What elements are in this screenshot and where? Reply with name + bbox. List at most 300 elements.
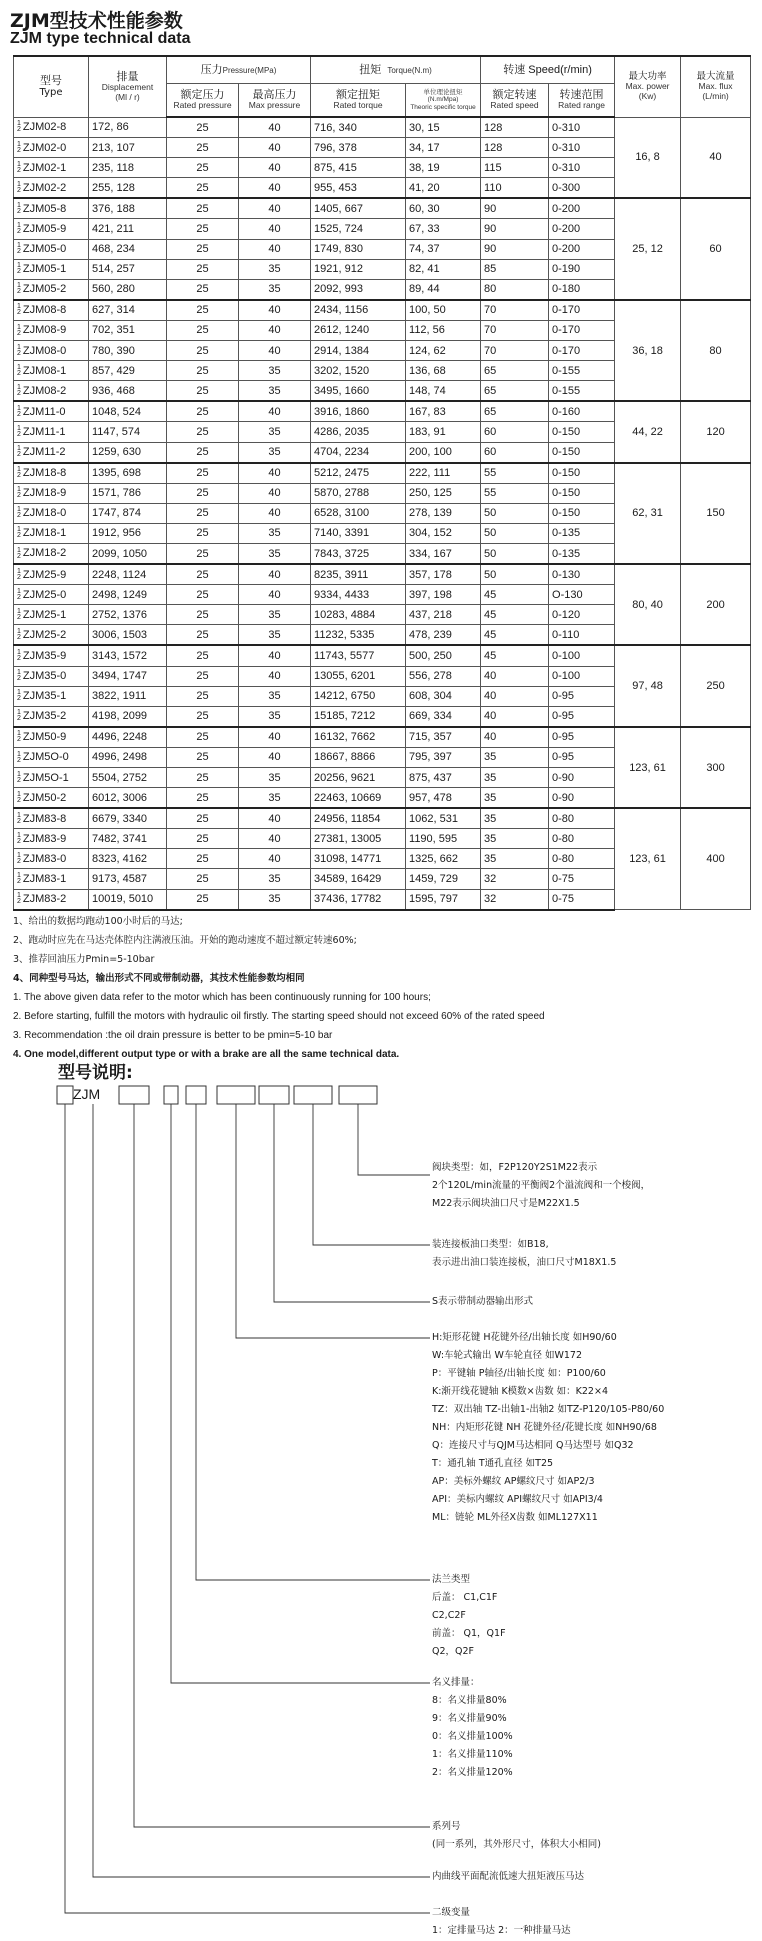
cell-max-flux: 150 [681, 463, 751, 564]
cell-speed-range: 0-80 [549, 849, 615, 869]
cell-rated-speed: 35 [481, 808, 549, 829]
fraction-prefix: 1 2 [17, 303, 21, 317]
cell-speed-range: 0-300 [549, 178, 615, 199]
cell-speed-range: 0-160 [549, 401, 615, 422]
cell-displacement: 6012, 3006 [89, 788, 167, 809]
fraction-prefix: 1 2 [17, 730, 21, 744]
cell-rated-pressure: 25 [167, 483, 239, 503]
cell-max-pressure: 40 [239, 117, 311, 138]
cell-specific-torque: 334, 167 [406, 543, 481, 564]
cell-max-pressure: 40 [239, 849, 311, 869]
cell-max-pressure: 40 [239, 666, 311, 686]
legend-item [432, 1904, 571, 1940]
header-max-pressure: 最高压力 Max pressure [239, 84, 311, 118]
note-en-3: 3. Recommendation :the oil drain pressure is better to be pmin=5-10 bar [13, 1030, 333, 1041]
cell-max-pressure: 40 [239, 239, 311, 259]
cell-max-pressure: 40 [239, 808, 311, 829]
cell-specific-torque: 556, 278 [406, 666, 481, 686]
cell-specific-torque: 957, 478 [406, 788, 481, 809]
cell-specific-torque: 397, 198 [406, 585, 481, 605]
cell-rated-torque: 1405, 667 [311, 198, 406, 219]
legend-title: 型号说明: [58, 1063, 133, 1083]
legend-line: 二级变量 [432, 1907, 471, 1918]
cell-rated-torque: 20256, 9621 [311, 768, 406, 788]
legend-line: 2个120L/min流量的平衡阀2个溢流阀和一个梭阀， [432, 1180, 651, 1191]
cell-max-pressure: 40 [239, 178, 311, 199]
cell-rated-speed: 90 [481, 219, 549, 239]
cell-max-pressure: 40 [239, 585, 311, 605]
legend-item [432, 1868, 584, 1886]
cell-speed-range: 0-130 [549, 564, 615, 585]
legend-line: Q：连接尺寸与QJM马达相同 Q马达型号 如Q32 [432, 1440, 634, 1451]
cell-displacement: 702, 351 [89, 320, 167, 340]
cell-max-pressure: 35 [239, 706, 311, 727]
cell-specific-torque: 89, 44 [406, 279, 481, 300]
cell-speed-range: 0-155 [549, 381, 615, 402]
cell-displacement: 8323, 4162 [89, 849, 167, 869]
code-box-3 [164, 1086, 178, 1104]
cell-specific-torque: 478, 239 [406, 625, 481, 646]
fraction-prefix: 1 2 [17, 750, 21, 764]
cell-rated-torque: 4704, 2234 [311, 442, 406, 463]
leader-plate [313, 1104, 430, 1245]
fraction-prefix: 1 2 [17, 506, 21, 520]
cell-rated-torque: 1921, 912 [311, 259, 406, 279]
legend-line: 后盖： C1,C1F [432, 1592, 498, 1603]
cell-rated-pressure: 25 [167, 300, 239, 321]
cell-rated-torque: 22463, 10669 [311, 788, 406, 809]
legend-item [432, 1818, 601, 1854]
cell-speed-range: 0-150 [549, 422, 615, 442]
cell-specific-torque: 34, 17 [406, 138, 481, 158]
cell-speed-range: 0-150 [549, 483, 615, 503]
cell-rated-torque: 14212, 6750 [311, 686, 406, 706]
header-rated-pressure: 额定压力 Rated pressure [167, 84, 239, 118]
cell-max-pressure: 40 [239, 483, 311, 503]
code-box-4 [186, 1086, 206, 1104]
legend-line: 内曲线平面配流低速大扭矩液压马达 [432, 1871, 585, 1882]
cell-model: 1 2 ZJM25-0 [14, 585, 89, 605]
cell-max-pressure: 40 [239, 747, 311, 767]
cell-rated-speed: 80 [481, 279, 549, 300]
cell-max-pressure: 40 [239, 300, 311, 321]
cell-displacement: 1912, 956 [89, 523, 167, 543]
legend-line: NH：内矩形花键 NH 花键外径/花键长度 如NH90/68 [432, 1422, 657, 1433]
cell-displacement: 780, 390 [89, 341, 167, 361]
cell-speed-range: 0-155 [549, 361, 615, 381]
cell-speed-range: 0-95 [549, 727, 615, 748]
cell-rated-speed: 32 [481, 889, 549, 910]
note-en-2: 2. Before starting, fulfill the motors with hydraulic oil firstly. The starting speed should not exceed 60% of the rated speed [13, 1011, 545, 1022]
legend-line: Q2，Q2F [432, 1646, 475, 1657]
header-speed-range: 转速范围 Rated range [549, 84, 615, 118]
legend-line: 0：名义排量100% [432, 1731, 513, 1742]
cell-model: 1 2 ZJM08-2 [14, 381, 89, 402]
cell-max-power: 62, 31 [615, 463, 681, 564]
cell-rated-torque: 1749, 830 [311, 239, 406, 259]
cell-model: 1 2 ZJM08-8 [14, 300, 89, 321]
cell-rated-torque: 18667, 8866 [311, 747, 406, 767]
cell-max-pressure: 40 [239, 219, 311, 239]
cell-rated-speed: 65 [481, 381, 549, 402]
fraction-prefix: 1 2 [17, 567, 21, 581]
fraction-prefix: 1 2 [17, 709, 21, 723]
cell-model: 1 2 ZJM11-2 [14, 442, 89, 463]
cell-displacement: 1571, 786 [89, 483, 167, 503]
cell-specific-torque: 1459, 729 [406, 869, 481, 889]
cell-speed-range: 0-80 [549, 829, 615, 849]
cell-rated-pressure: 25 [167, 117, 239, 138]
cell-specific-torque: 100, 50 [406, 300, 481, 321]
cell-rated-pressure: 25 [167, 341, 239, 361]
cell-model: 1 2 ZJM25-2 [14, 625, 89, 646]
cell-rated-torque: 2914, 1384 [311, 341, 406, 361]
cell-rated-pressure: 25 [167, 422, 239, 442]
fraction-prefix: 1 2 [17, 445, 21, 459]
cell-rated-pressure: 25 [167, 463, 239, 484]
cell-displacement: 7482, 3741 [89, 829, 167, 849]
fraction-prefix: 1 2 [17, 222, 21, 236]
code-box-7 [294, 1086, 332, 1104]
cell-rated-torque: 3916, 1860 [311, 401, 406, 422]
fraction-prefix: 1 2 [17, 282, 21, 296]
cell-max-pressure: 35 [239, 889, 311, 910]
cell-rated-pressure: 25 [167, 158, 239, 178]
cell-specific-torque: 82, 41 [406, 259, 481, 279]
cell-specific-torque: 1325, 662 [406, 849, 481, 869]
legend-item [432, 1159, 650, 1213]
cell-rated-speed: 128 [481, 117, 549, 138]
leader-displacement [171, 1104, 430, 1683]
cell-rated-torque: 5212, 2475 [311, 463, 406, 484]
leader-valve [358, 1104, 430, 1175]
cell-rated-pressure: 25 [167, 219, 239, 239]
cell-rated-torque: 9334, 4433 [311, 585, 406, 605]
cell-speed-range: 0-170 [549, 300, 615, 321]
cell-rated-speed: 32 [481, 869, 549, 889]
legend-line: T：通孔轴 T通孔直径 如T25 [432, 1458, 554, 1469]
cell-model: 1 2 ZJM83-1 [14, 869, 89, 889]
cell-speed-range: 0-100 [549, 666, 615, 686]
model-prefix: ZJM [73, 1086, 101, 1102]
cell-rated-pressure: 25 [167, 889, 239, 910]
cell-rated-pressure: 25 [167, 808, 239, 829]
cell-max-pressure: 40 [239, 320, 311, 340]
cell-max-flux: 80 [681, 300, 751, 401]
cell-max-pressure: 35 [239, 279, 311, 300]
cell-displacement: 421, 211 [89, 219, 167, 239]
cell-speed-range: 0-95 [549, 747, 615, 767]
cell-max-pressure: 40 [239, 645, 311, 666]
cell-rated-speed: 55 [481, 463, 549, 484]
legend-line: S表示带制动器输出形式 [432, 1296, 534, 1307]
cell-rated-torque: 37436, 17782 [311, 889, 406, 910]
cell-specific-torque: 60, 30 [406, 198, 481, 219]
cell-rated-speed: 70 [481, 341, 549, 361]
cell-speed-range: 0-200 [549, 219, 615, 239]
cell-displacement: 3494, 1747 [89, 666, 167, 686]
cell-speed-range: 0-100 [549, 645, 615, 666]
cell-max-power: 25, 12 [615, 198, 681, 299]
cell-speed-range: 0-95 [549, 706, 615, 727]
cell-rated-pressure: 25 [167, 381, 239, 402]
cell-model: 1 2 ZJM5O-1 [14, 768, 89, 788]
cell-rated-torque: 3495, 1660 [311, 381, 406, 402]
cell-displacement: 213, 107 [89, 138, 167, 158]
cell-speed-range: O-130 [549, 585, 615, 605]
cell-rated-pressure: 25 [167, 564, 239, 585]
legend-line: 1：定排量马达 2：一种排量马达 [432, 1925, 571, 1936]
cell-displacement: 10019, 5010 [89, 889, 167, 910]
cell-specific-torque: 41, 20 [406, 178, 481, 199]
code-box-8 [339, 1086, 377, 1104]
cell-rated-speed: 35 [481, 849, 549, 869]
leader-variable [65, 1104, 430, 1913]
fraction-prefix: 1 2 [17, 627, 21, 641]
cell-specific-torque: 1190, 595 [406, 829, 481, 849]
cell-rated-torque: 15185, 7212 [311, 706, 406, 727]
legend-line: 系列号 [432, 1821, 461, 1832]
cell-rated-speed: 45 [481, 645, 549, 666]
cell-speed-range: 0-180 [549, 279, 615, 300]
cell-specific-torque: 715, 357 [406, 727, 481, 748]
cell-rated-speed: 65 [481, 401, 549, 422]
legend-line: ML：链轮 ML外径X齿数 如ML127X11 [432, 1512, 598, 1523]
cell-rated-pressure: 25 [167, 320, 239, 340]
cell-displacement: 3143, 1572 [89, 645, 167, 666]
cell-rated-speed: 50 [481, 564, 549, 585]
cell-max-power: 44, 22 [615, 401, 681, 462]
cell-specific-torque: 136, 68 [406, 361, 481, 381]
cell-specific-torque: 148, 74 [406, 381, 481, 402]
cell-max-flux: 200 [681, 564, 751, 645]
cell-rated-speed: 90 [481, 239, 549, 259]
cell-max-flux: 250 [681, 645, 751, 726]
cell-max-pressure: 40 [239, 401, 311, 422]
fraction-prefix: 1 2 [17, 404, 21, 418]
cell-displacement: 3006, 1503 [89, 625, 167, 646]
cell-rated-pressure: 25 [167, 585, 239, 605]
cell-rated-pressure: 25 [167, 605, 239, 625]
fraction-prefix: 1 2 [17, 546, 21, 560]
cell-speed-range: 0-150 [549, 463, 615, 484]
header-torque: 扭矩 Torque(N.m) [311, 56, 481, 84]
cell-rated-speed: 45 [481, 585, 549, 605]
note-cn-1: 1、给出的数据均跑动100小时后的马达; [13, 916, 183, 927]
header-flux: 最大流量 Max. flux (L/min) [681, 56, 751, 117]
cell-rated-pressure: 25 [167, 361, 239, 381]
cell-max-pressure: 35 [239, 625, 311, 646]
fraction-prefix: 1 2 [17, 160, 21, 174]
cell-rated-speed: 40 [481, 666, 549, 686]
cell-model: 1 2 ZJM05-2 [14, 279, 89, 300]
cell-model: 1 2 ZJM02-1 [14, 158, 89, 178]
cell-max-power: 36, 18 [615, 300, 681, 401]
cell-model: 1 2 ZJM18-2 [14, 543, 89, 564]
cell-displacement: 9173, 4587 [89, 869, 167, 889]
cell-rated-pressure: 25 [167, 747, 239, 767]
legend-line: H:矩形花键 H花键外径/出轴长度 如H90/60 [432, 1332, 617, 1343]
legend-line: C2,C2F [432, 1610, 466, 1621]
cell-model: 1 2 ZJM83-8 [14, 808, 89, 829]
cell-speed-range: 0-200 [549, 239, 615, 259]
legend-item [432, 1571, 506, 1661]
cell-max-flux: 120 [681, 401, 751, 462]
cell-displacement: 1259, 630 [89, 442, 167, 463]
cell-rated-speed: 65 [481, 361, 549, 381]
cell-rated-pressure: 25 [167, 686, 239, 706]
legend-line: API：美标内螺纹 API螺纹尺寸 如API3/4 [432, 1494, 603, 1505]
cell-model: 1 2 ZJM08-9 [14, 320, 89, 340]
cell-max-pressure: 35 [239, 361, 311, 381]
cell-rated-pressure: 25 [167, 401, 239, 422]
cell-max-flux: 400 [681, 808, 751, 909]
cell-max-pressure: 40 [239, 564, 311, 585]
legend-item [432, 1674, 513, 1782]
cell-rated-torque: 1525, 724 [311, 219, 406, 239]
cell-specific-torque: 500, 250 [406, 645, 481, 666]
cell-rated-pressure: 25 [167, 523, 239, 543]
cell-displacement: 1747, 874 [89, 503, 167, 523]
legend-line: W:车轮式输出 W车轮直径 如W172 [432, 1350, 582, 1361]
cell-rated-pressure: 25 [167, 503, 239, 523]
cell-speed-range: 0-135 [549, 523, 615, 543]
cell-model: 1 2 ZJM02-8 [14, 117, 89, 138]
cell-max-power: 16, 8 [615, 117, 681, 198]
cell-rated-speed: 110 [481, 178, 549, 199]
cell-specific-torque: 1062, 531 [406, 808, 481, 829]
cell-max-pressure: 40 [239, 727, 311, 748]
cell-rated-torque: 7140, 3391 [311, 523, 406, 543]
cell-displacement: 2752, 1376 [89, 605, 167, 625]
cell-rated-torque: 16132, 7662 [311, 727, 406, 748]
cell-speed-range: 0-135 [549, 543, 615, 564]
cell-speed-range: 0-170 [549, 341, 615, 361]
cell-rated-speed: 115 [481, 158, 549, 178]
cell-rated-speed: 85 [481, 259, 549, 279]
note-en-4: 4. One model,different output type or with a brake are all the same technical data. [13, 1049, 400, 1060]
cell-rated-speed: 50 [481, 543, 549, 564]
cell-rated-speed: 60 [481, 442, 549, 463]
cell-rated-torque: 3202, 1520 [311, 361, 406, 381]
cell-model: 1 2 ZJM08-0 [14, 341, 89, 361]
cell-model: 1 2 ZJM05-1 [14, 259, 89, 279]
note-en-1: 1. The above given data refer to the motor which has been continuously running for 100 hours; [13, 992, 431, 1003]
legend-line: K:渐开线花键轴 K模数×齿数 如：K22×4 [432, 1386, 608, 1397]
cell-speed-range: 0-110 [549, 625, 615, 646]
code-box-6 [259, 1086, 289, 1104]
cell-rated-torque: 2612, 1240 [311, 320, 406, 340]
fraction-prefix: 1 2 [17, 872, 21, 886]
cell-rated-speed: 45 [481, 605, 549, 625]
cell-displacement: 172, 86 [89, 117, 167, 138]
leader-motor [93, 1104, 430, 1877]
cell-max-pressure: 35 [239, 259, 311, 279]
cell-rated-torque: 10283, 4884 [311, 605, 406, 625]
cell-speed-range: 0-90 [549, 768, 615, 788]
cell-max-pressure: 40 [239, 829, 311, 849]
cell-model: 1 2 ZJM35-2 [14, 706, 89, 727]
cell-speed-range: 0-310 [549, 138, 615, 158]
cell-max-pressure: 40 [239, 341, 311, 361]
cell-rated-speed: 40 [481, 706, 549, 727]
cell-rated-speed: 40 [481, 727, 549, 748]
cell-model: 1 2 ZJM11-1 [14, 422, 89, 442]
cell-model: 1 2 ZJM35-0 [14, 666, 89, 686]
cell-max-pressure: 35 [239, 422, 311, 442]
fraction-prefix: 1 2 [17, 201, 21, 215]
cell-displacement: 1147, 574 [89, 422, 167, 442]
cell-max-pressure: 35 [239, 788, 311, 809]
cell-rated-speed: 55 [481, 483, 549, 503]
cell-model: 1 2 ZJM02-0 [14, 138, 89, 158]
cell-model: 1 2 ZJM08-1 [14, 361, 89, 381]
cell-rated-pressure: 25 [167, 198, 239, 219]
cell-rated-speed: 45 [481, 625, 549, 646]
cell-rated-speed: 35 [481, 829, 549, 849]
cell-rated-torque: 4286, 2035 [311, 422, 406, 442]
legend-line: 2：名义排量120% [432, 1767, 513, 1778]
cell-max-pressure: 35 [239, 686, 311, 706]
cell-displacement: 560, 280 [89, 279, 167, 300]
cell-rated-pressure: 25 [167, 543, 239, 564]
cell-model: 1 2 ZJM25-1 [14, 605, 89, 625]
legend-item [432, 1293, 533, 1311]
fraction-prefix: 1 2 [17, 383, 21, 397]
cell-model: 1 2 ZJM50-2 [14, 788, 89, 809]
cell-rated-torque: 5870, 2788 [311, 483, 406, 503]
cell-specific-torque: 250, 125 [406, 483, 481, 503]
cell-displacement: 4198, 2099 [89, 706, 167, 727]
legend-line: 阀块类型：如，F2P120Y2S1M22表示 [432, 1162, 598, 1173]
cell-speed-range: 0-75 [549, 869, 615, 889]
fraction-prefix: 1 2 [17, 770, 21, 784]
cell-model: 1 2 ZJM05-8 [14, 198, 89, 219]
cell-model: 1 2 ZJM50-9 [14, 727, 89, 748]
fraction-prefix: 1 2 [17, 811, 21, 825]
cell-displacement: 5504, 2752 [89, 768, 167, 788]
cell-rated-pressure: 25 [167, 239, 239, 259]
cell-specific-torque: 200, 100 [406, 442, 481, 463]
cell-displacement: 2248, 1124 [89, 564, 167, 585]
cell-max-flux: 300 [681, 727, 751, 808]
fraction-prefix: 1 2 [17, 587, 21, 601]
cell-rated-torque: 875, 415 [311, 158, 406, 178]
cell-max-power: 80, 40 [615, 564, 681, 645]
cell-displacement: 4996, 2498 [89, 747, 167, 767]
legend-item [432, 1329, 664, 1527]
cell-rated-torque: 31098, 14771 [311, 849, 406, 869]
cell-displacement: 4496, 2248 [89, 727, 167, 748]
cell-max-pressure: 35 [239, 523, 311, 543]
cell-rated-torque: 13055, 6201 [311, 666, 406, 686]
cell-rated-pressure: 25 [167, 279, 239, 300]
cell-rated-torque: 34589, 16429 [311, 869, 406, 889]
cell-max-power: 123, 61 [615, 727, 681, 808]
fraction-prefix: 1 2 [17, 486, 21, 500]
note-cn-2: 2、跑动时应先在马达壳体腔内注满液压油。开始的跑动速度不超过额定转速60%; [13, 935, 357, 946]
fraction-prefix: 1 2 [17, 343, 21, 357]
header-rated-speed: 额定转速 Rated speed [481, 84, 549, 118]
cell-max-pressure: 35 [239, 381, 311, 402]
cell-max-pressure: 40 [239, 138, 311, 158]
cell-rated-pressure: 25 [167, 706, 239, 727]
legend-line: (同一系列，其外形尺寸，体积大小相同) [432, 1839, 601, 1850]
legend-item [432, 1236, 616, 1272]
cell-displacement: 2099, 1050 [89, 543, 167, 564]
fraction-prefix: 1 2 [17, 607, 21, 621]
note-cn-3: 3、推荐回油压力Pmin=5-10bar [13, 954, 155, 965]
